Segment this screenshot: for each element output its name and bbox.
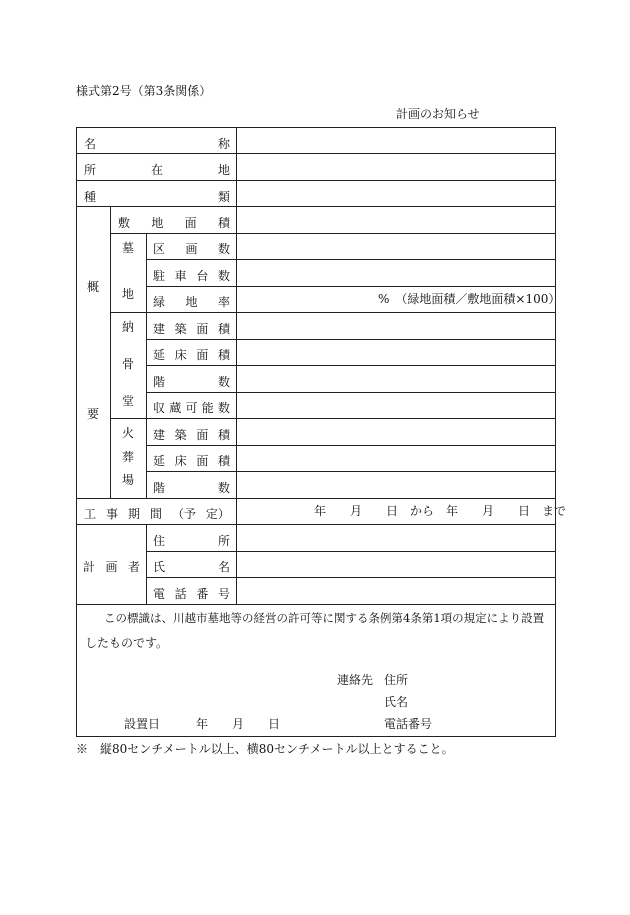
row-line <box>76 604 556 605</box>
planner-divider <box>146 525 147 604</box>
label-k-floors: 階 数 <box>153 481 230 495</box>
label-parking: 駐 車 台 数 <box>153 269 230 283</box>
label-n-floor-area: 延 床 面 積 <box>153 348 230 362</box>
notice-text-line2: したものです。 <box>85 636 169 650</box>
install-date: 設置日 年 月 日 <box>124 717 281 731</box>
row-line <box>146 259 556 260</box>
contact-label: 連絡先 <box>337 673 374 687</box>
row-line <box>76 498 556 499</box>
label-construction-period: 工 事 期 間 （予 定） <box>84 507 230 521</box>
row-line <box>76 206 556 207</box>
row-line <box>110 233 556 234</box>
label-green-rate: 緑 地 率 <box>153 295 230 309</box>
gaiyo-divider <box>110 207 111 498</box>
row-line <box>146 471 556 472</box>
label-bochi: 墓 地 <box>121 241 134 301</box>
label-n-capacity: 収 蔵 可 能 数 <box>153 401 230 415</box>
label-nokotsudo: 納 骨 堂 <box>121 320 134 408</box>
label-gaiyo: 概 要 <box>86 280 99 421</box>
row-line <box>146 551 556 552</box>
row-line <box>76 524 556 525</box>
green-rate-formula: % （緑地面積／敷地面積×100） <box>378 292 561 306</box>
row-line <box>146 392 556 393</box>
label-type: 種 類 <box>84 190 230 204</box>
contact-name: 氏名 <box>384 695 409 709</box>
row-line <box>146 339 556 340</box>
label-location: 所 在 地 <box>84 163 230 177</box>
row-line <box>146 445 556 446</box>
form-number: 様式第2号（第3条関係） <box>76 84 212 98</box>
label-planner: 計 画 者 <box>83 560 140 574</box>
label-planner-name: 氏 名 <box>153 560 230 574</box>
contact-phone: 電話番号 <box>384 717 433 731</box>
row-line <box>146 286 556 287</box>
label-n-building-area: 建 築 面 積 <box>153 322 230 336</box>
label-name: 名 称 <box>84 137 230 151</box>
row-line <box>110 312 556 313</box>
notice-text-line1: この標識は、川越市墓地等の経営の許可等に関する条例第4条第1項の規定により設置 <box>104 611 545 625</box>
row-line <box>76 153 556 154</box>
sign-title: 計画のお知らせ <box>396 107 480 121</box>
label-site-area: 敷 地 面 積 <box>118 216 230 230</box>
contact-address: 住所 <box>384 673 409 687</box>
row-line <box>146 577 556 578</box>
footnote: ※ 縦80センチメートル以上、横80センチメートル以上とすること。 <box>76 742 454 756</box>
row-line <box>110 418 556 419</box>
label-k-building-area: 建 築 面 積 <box>153 428 230 442</box>
row-line <box>146 365 556 366</box>
label-sections: 区 画 数 <box>153 242 230 256</box>
label-kasoba: 火 葬 場 <box>121 426 134 487</box>
label-planner-address: 住 所 <box>153 534 230 548</box>
row-line <box>76 180 556 181</box>
label-n-floors: 階 数 <box>153 375 230 389</box>
label-k-floor-area: 延 床 面 積 <box>153 454 230 468</box>
construction-period-value: 年 月 日 から 年 月 日 まで <box>314 504 567 518</box>
label-planner-phone: 電 話 番 号 <box>153 587 230 601</box>
